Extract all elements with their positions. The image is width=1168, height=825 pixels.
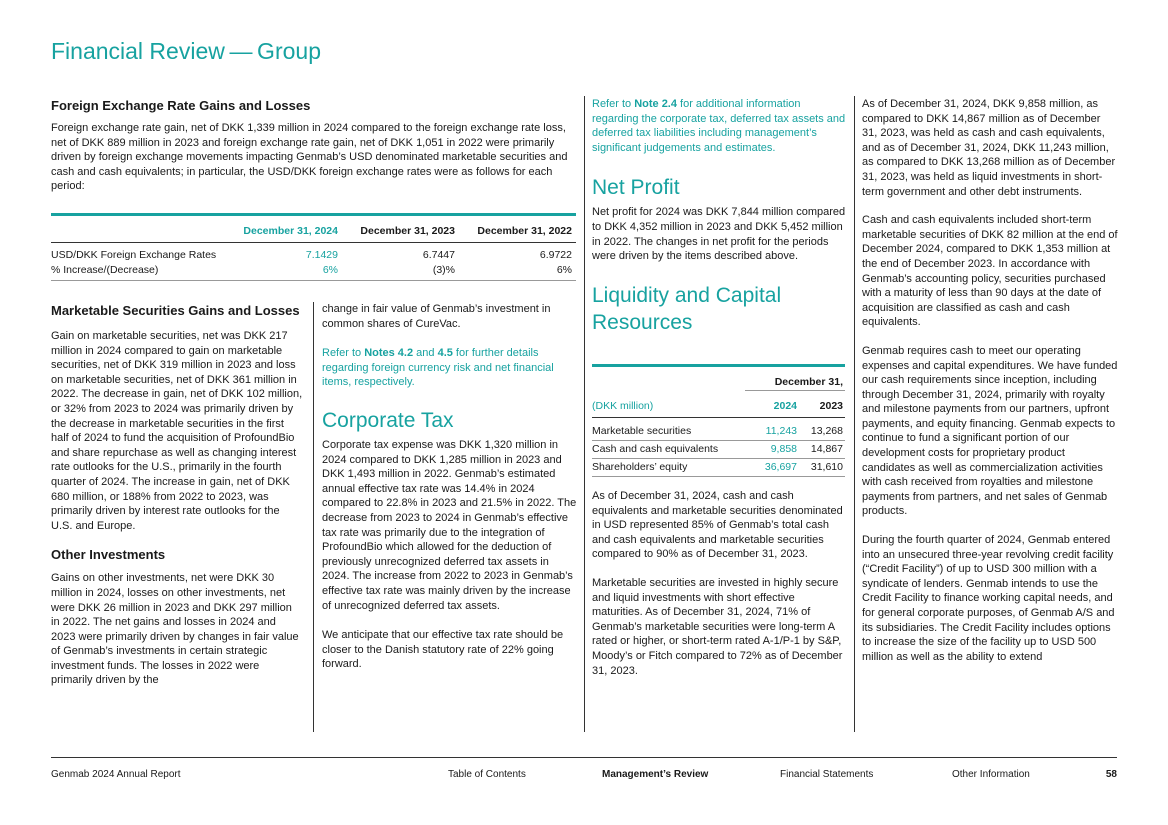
unit-label: (DKK million)	[592, 399, 654, 412]
cell-value: 6%	[556, 264, 572, 276]
cell-value: 6.7447	[422, 249, 455, 261]
liquidity-text	[592, 489, 848, 678]
cell-value: 7.1429	[305, 249, 338, 261]
right-paragraph-1: As of December 31, 2024, DKK 9,858 million, as compared to DKK 14,867 million as of December 31, 2023, was held as cash and cash equivalents, and as of December 31, 2024, DKK 11,243 million, as compared to DKK 13,268 million as of December 31, 2023, was held as liquid investments in short-term government and other debt instruments.	[862, 98, 1116, 198]
right-paragraph-3: Genmab requires cash to meet our operating expenses and capital expenditures. We have funded our cash requirements since inception, including through December 31, 2024, primarily with royalty and milestone payments from our partners, upfront payments, and equity financing. Genmab expects to continue to fund a significant portion of our development costs for proprietary product candidates as well as commercialization activities with cash received from royalties and milestone payments from partners, and net sales of Genmab products.	[862, 344, 1118, 518]
year-2024: 2024	[773, 400, 797, 412]
footer-report-title: Genmab 2024 Annual Report	[51, 769, 181, 780]
row-label: Shareholders’ equity	[592, 461, 688, 473]
column-divider	[584, 96, 585, 732]
cell-value: 9,858	[770, 443, 797, 455]
footer-divider	[51, 757, 1117, 758]
row-label: Cash and cash equivalents	[592, 443, 719, 455]
cell-value: 14,867	[810, 443, 843, 455]
page-title: Financial Review — Group	[51, 38, 321, 64]
fx-body: Foreign exchange rate gain, net of DKK 1,339 million in 2024 compared to the foreign exchange rate loss, net of DKK 889 million in 2023 and foreign exchange rate gain, net of DKK 1,051 in 2022 were primarily driven by foreign exchange movements impacting Genmab’s USD denominated marketable securities and cash and cash equivalents; in particular, the USD/DKK foreign exchange rates were as follows for each period:	[51, 122, 568, 193]
column-3	[592, 97, 848, 336]
column-1	[51, 302, 303, 688]
refer-notes-link[interactable]: Refer to Notes 4.2 and 4.5 for further details regarding foreign currency risk and net financial items, respectively.	[322, 347, 554, 389]
row-label: Marketable securities	[592, 425, 692, 437]
table-row	[592, 441, 845, 459]
cell-value: 6%	[322, 264, 338, 276]
fx-col-2024: December 31, 2024	[243, 225, 338, 237]
net-profit-body: Net profit for 2024 was DKK 7,844 million compared to DKK 4,352 million in 2023 and DKK 5,452 million in 2022. The changes in net profit for the periods were driven by the items described above.	[592, 206, 846, 263]
footer-link-other-information[interactable]: Other Information	[952, 769, 1030, 780]
cell-value: 11,243	[765, 425, 797, 437]
page-number: 58	[1105, 769, 1117, 780]
marketable-heading: Marketable Securities Gains and Losses	[51, 303, 300, 318]
column-4	[862, 97, 1118, 664]
year-2023: 2023	[819, 400, 843, 412]
corporate-tax-outlook: We anticipate that our effective tax rate should be closer to the Danish statutory rate of 22% going forward.	[322, 629, 564, 671]
corporate-tax-body: Corporate tax expense was DKK 1,320 million in 2024 compared to DKK 1,285 million in 2023 and DKK 1,493 million in 2022. Genmab’s estimated annual effective tax rate was 14.4% in 2024 compared to 22.8% in 2023 and 21.5% in 2022. The decrease from 2023 to 2024 in Genmab’s effective tax rate was primarily due to the integration of ProfoundBio which allowed for the deduction of previously unrecognized deferred tax assets in 2024. The increase from 2022 to 2023 in Genmab’s effective tax rate was mainly driven by the increase of unrecognized deferred tax assets.	[322, 438, 577, 612]
right-paragraph-4: During the fourth quarter of 2024, Genmab entered into an unsecured three-year revolving credit facility (“Credit Facility”) of up to USD 300 million with a syndicate of lenders. Genmab intends to use the Credit Facility to finance working capital needs, and for general corporate purposes, of Genmab A/S and its subsidiaries. The Credit Facility includes options to increase the size of the facility up to USD 500 million as well as the ability to extend	[862, 534, 1115, 663]
column-divider	[313, 302, 314, 732]
fx-heading: Foreign Exchange Rate Gains and Losses	[51, 98, 311, 113]
liquidity-body-2: Marketable securities are invested in highly secure and liquid investments with short effective maturities. As of December 31, 2024, 71% of Genmab’s marketable securities were long-term A rated or higher, or short-term rated A-1/P-1 by S&P, Moody’s or Fitch compared to 72% as of December 31, 2023.	[592, 576, 843, 677]
corporate-tax-heading: Corporate Tax	[322, 408, 454, 432]
table-row	[51, 263, 576, 281]
liquidity-heading: Liquidity and Capital Resources	[592, 283, 782, 334]
cell-value: 36,697	[764, 461, 797, 473]
refer-note-link[interactable]: Refer to Note 2.4 for additional information regarding the corporate tax, deferred tax assets and deferred tax liabilities including management’s significant judgements and estimates.	[592, 98, 846, 154]
other-investments-heading: Other Investments	[51, 547, 166, 563]
footer-link-management-review[interactable]: Management’s Review	[602, 769, 709, 780]
liquidity-body-1: As of December 31, 2024, cash and cash equivalents and marketable securities denominated in USD represented 85% of Genmab’s total cash and cash equivalents and marketable securities compared to 90% as of December 31, 2023.	[592, 490, 843, 561]
fx-col-2023: December 31, 2023	[360, 225, 455, 237]
cell-value: 13,268	[810, 425, 843, 437]
fx-section	[51, 97, 571, 194]
liquidity-table	[592, 364, 845, 477]
right-paragraph-2: Cash and cash equivalents included short-term marketable securities of DKK 82 million at the end of December 2024, compared to DKK 1,353 million at the end of December 2023. In accordance with Genmab’s accounting policy, securities purchased with a maturity of less than 90 days at the date of acquisition are classified as cash and cash equivalents.	[862, 214, 1118, 329]
fx-col-2022: December 31, 2022	[477, 225, 572, 237]
cell-value: 6.9722	[539, 249, 572, 261]
cell-value: (3)%	[432, 264, 455, 276]
row-label: % Increase/(Decrease)	[51, 264, 159, 276]
other-investments-continued: change in fair value of Genmab’s investment in common shares of CureVac.	[322, 303, 551, 330]
marketable-body: Gain on marketable securities, net was DKK 217 million in 2024 compared to gain on marketable securities, net of DKK 319 million in 2023 and loss on marketable securities, net of DKK 361 million in 2022. The decrease in gain, net of DKK 102 million, or 32% from 2023 to 2024 was primarily driven by the decrease in marketable securities in the first half of 2024 to fund the acquisition of ProfoundBio and share repurchase as well as changing interest rate outlooks for the U.S., primarily in the fourth quarter of 2024. The increase in gain, net of DKK 680 million, or 188% from 2022 to 2023, was primarily driven by interest rate outlooks for the U.S. and Europe.	[51, 330, 303, 532]
column-2	[322, 302, 578, 672]
column-divider	[854, 96, 855, 732]
group-header: December 31,	[745, 367, 845, 391]
row-label: USD/DKK Foreign Exchange Rates	[51, 249, 217, 261]
fx-rate-table	[51, 213, 576, 281]
net-profit-heading: Net Profit	[592, 176, 680, 200]
other-investments-body: Gains on other investments, net were DKK 30 million in 2024, losses on other investments, net were DKK 26 million in 2023 and DKK 297 million in 2022. The net gains and losses in 2024 and 2023 were primarily driven by changes in fair value of Genmab’s investments in certain strategic investment funds. The losses in 2022 were primarily driven by the	[51, 572, 299, 687]
cell-value: 31,610	[810, 461, 843, 473]
table-row	[592, 459, 845, 477]
footer-link-financial-statements[interactable]: Financial Statements	[780, 769, 874, 780]
table-row	[51, 243, 576, 264]
table-row	[592, 418, 845, 441]
footer-link-toc[interactable]: Table of Contents	[448, 769, 526, 780]
